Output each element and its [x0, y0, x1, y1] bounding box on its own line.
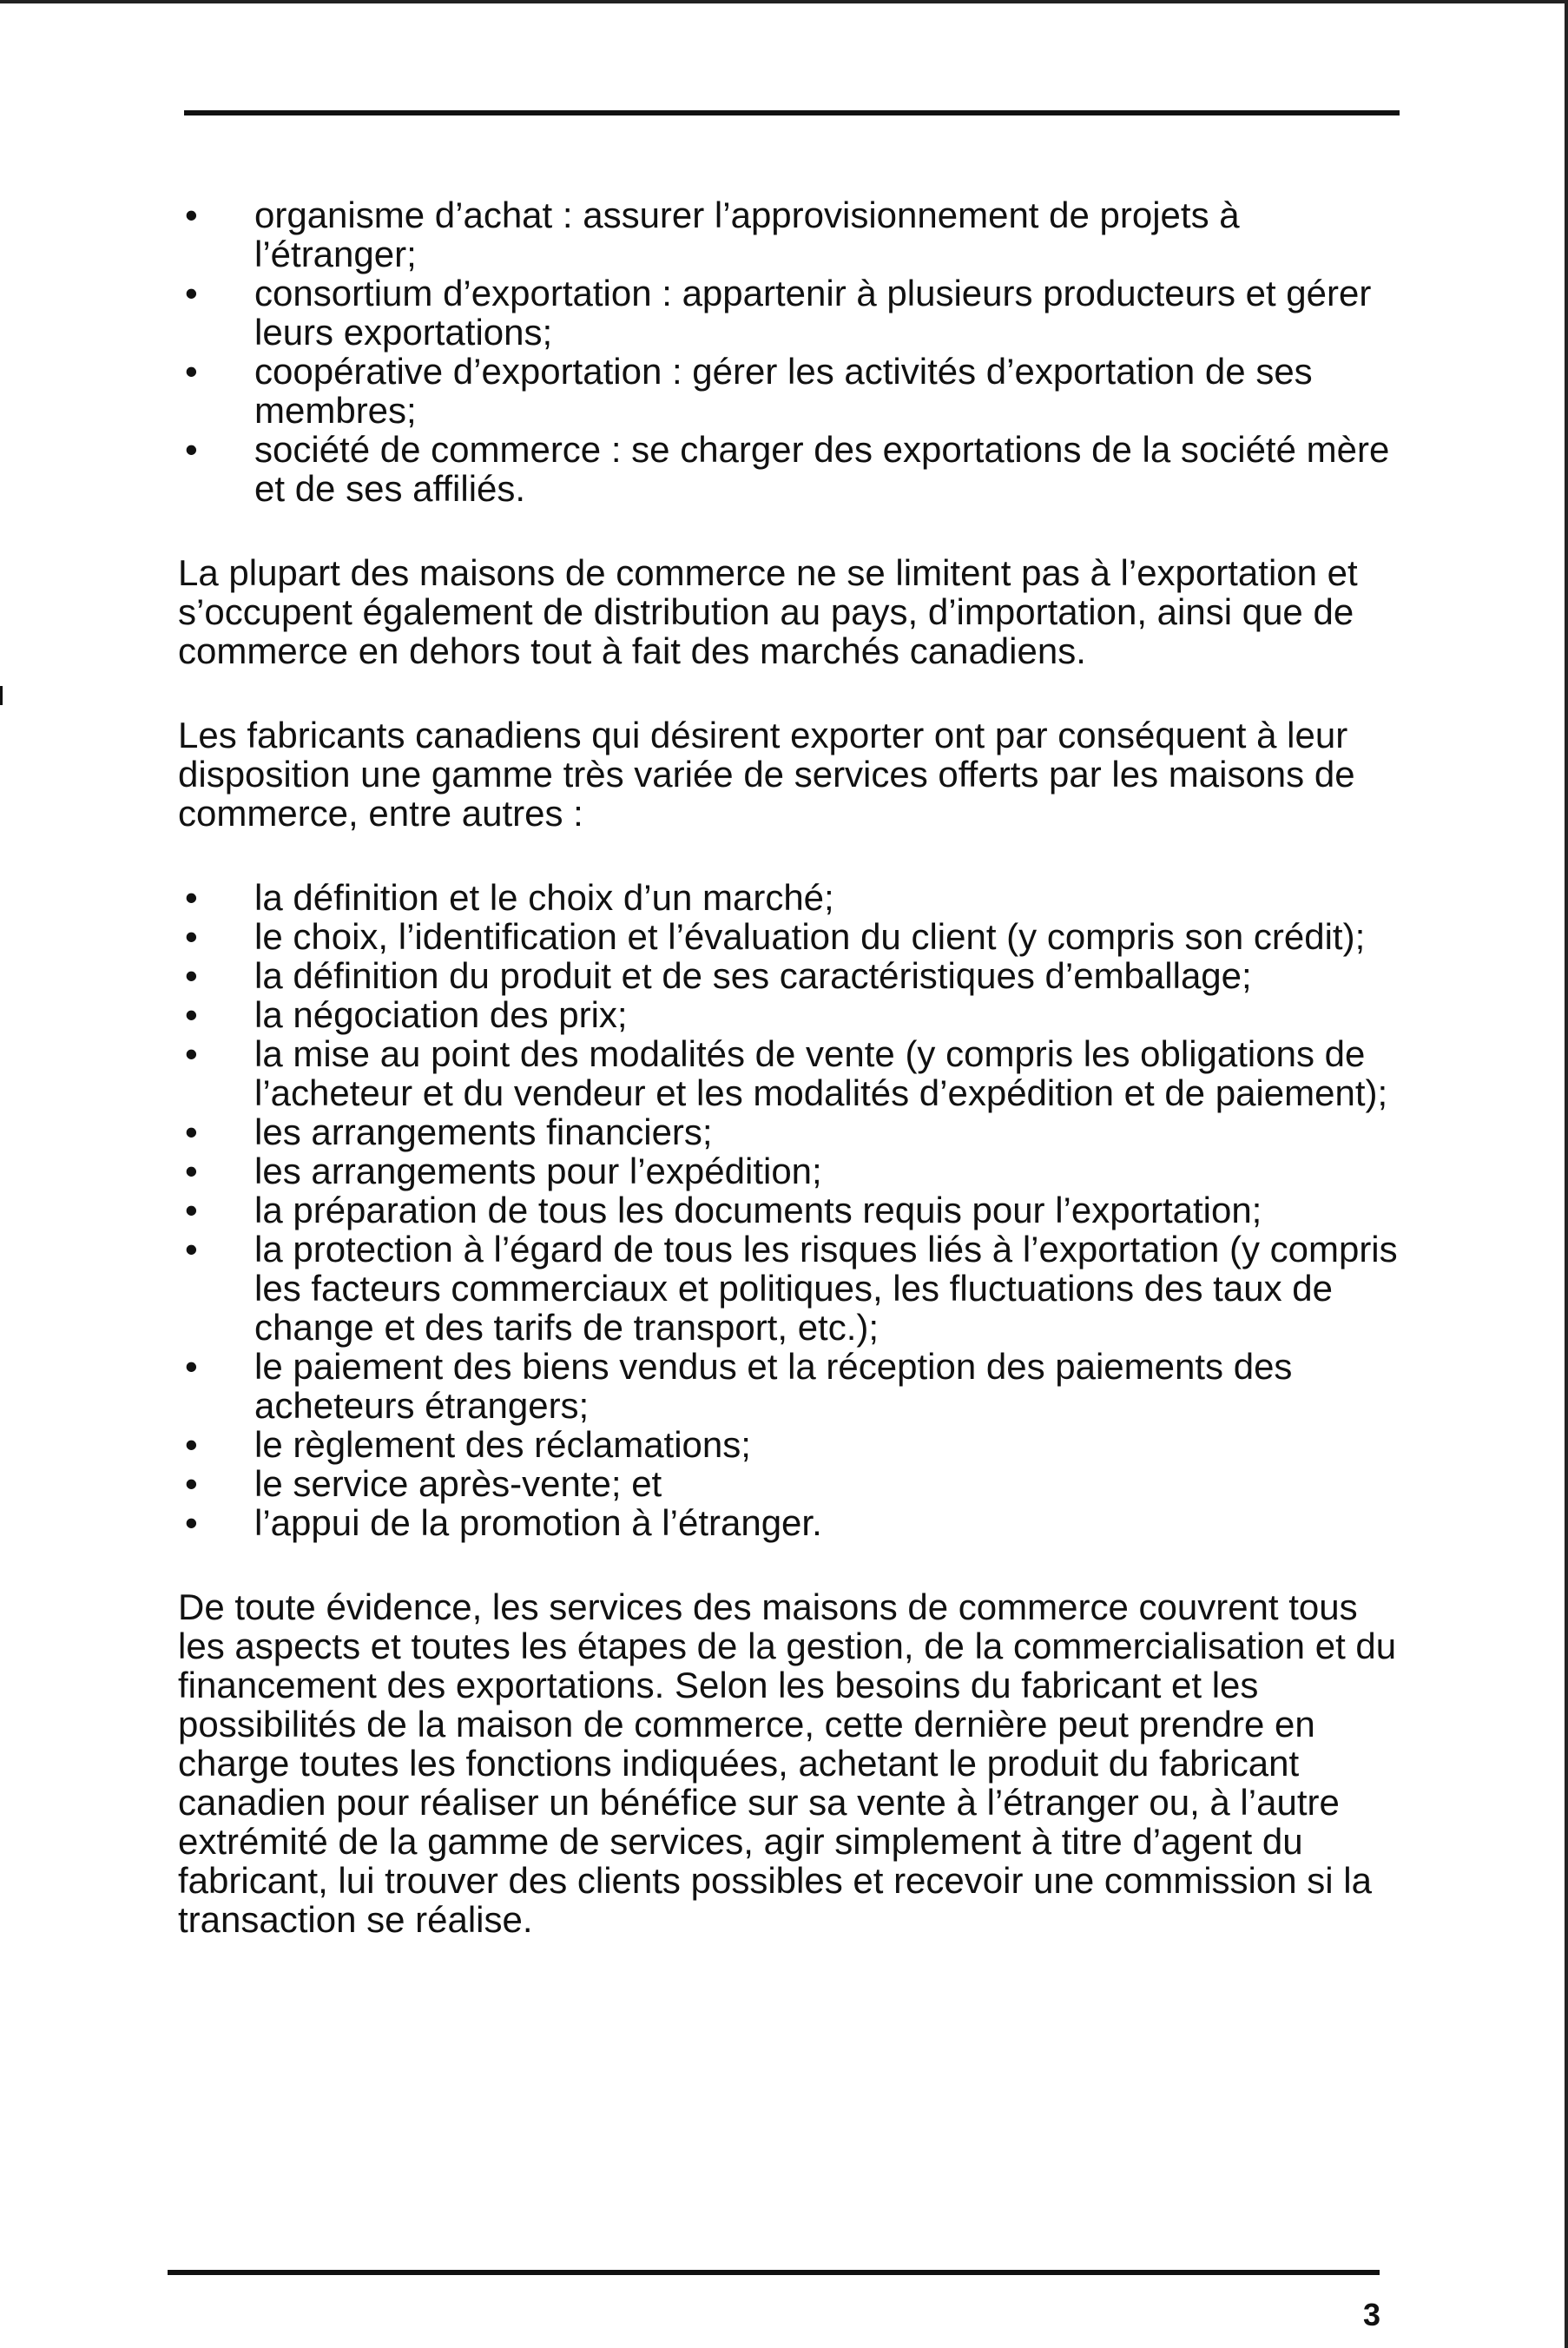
list-item	[178, 195, 1411, 274]
bullet-icon: •	[185, 1463, 198, 1504]
list-item-text: le paiement des biens vendus et la réception des paiements des acheteurs étrangers;	[254, 1346, 1293, 1426]
bullet-icon: •	[185, 955, 198, 996]
list-item	[178, 1425, 1411, 1464]
bullet-icon: •	[185, 1033, 198, 1074]
bullet-icon: •	[185, 195, 198, 235]
bullet-icon: •	[185, 273, 198, 313]
list-item-text: l’appui de la promotion à l’étranger.	[254, 1502, 822, 1543]
list-item-text: le choix, l’identification et l’évaluation du client (y compris son crédit);	[254, 916, 1366, 957]
bullet-icon: •	[185, 429, 198, 470]
list-item	[178, 1112, 1411, 1151]
list-item	[178, 352, 1411, 430]
bullet-icon: •	[185, 877, 198, 918]
paragraph: La plupart des maisons de commerce ne se limitent pas à l’exportation et s’occupent également de distribution au pays, d’importation, ainsi que de commerce en dehors tout à fait des marchés canadiens.	[178, 552, 1358, 671]
page-border-right	[1565, 0, 1568, 2348]
trade-house-types-list	[178, 195, 1411, 508]
page-border-top	[0, 0, 1568, 3]
spacer	[178, 1542, 1411, 1587]
list-item-text: société de commerce : se charger des exportations de la société mère et de ses affiliés.	[254, 429, 1390, 509]
list-item	[178, 1347, 1411, 1425]
list-item	[178, 1151, 1411, 1190]
paragraph: Les fabricants canadiens qui désirent exporter ont par conséquent à leur disposition une gamme très variée de services offerts par les maisons de commerce, entre autres :	[178, 715, 1355, 834]
list-item-text: la négociation des prix;	[254, 994, 628, 1035]
spacer	[178, 670, 1411, 716]
bullet-icon: •	[185, 351, 198, 392]
list-item-text: les arrangements financiers;	[254, 1111, 713, 1152]
scan-edge-mark	[0, 686, 3, 705]
bullet-icon: •	[185, 1502, 198, 1543]
list-item	[178, 878, 1411, 917]
list-item-text: la définition et le choix d’un marché;	[254, 877, 834, 918]
list-item	[178, 917, 1411, 956]
list-item-text: la protection à l’égard de tous les risques liés à l’exportation (y compris les facteurs commerciaux et politiques, les fluctuations des taux de change et des tarifs de transport, etc.);	[254, 1229, 1398, 1348]
bullet-icon: •	[185, 1346, 198, 1387]
bullet-icon: •	[185, 916, 198, 957]
list-item	[178, 1190, 1411, 1230]
bullet-icon: •	[185, 994, 198, 1035]
list-item	[178, 1464, 1411, 1503]
list-item-text: la mise au point des modalités de vente (y compris les obligations de l’acheteur et du vendeur et les modalités d’expédition et de paiement);	[254, 1033, 1388, 1113]
bullet-icon: •	[185, 1190, 198, 1230]
bullet-icon: •	[185, 1229, 198, 1270]
footer-rule	[168, 2270, 1380, 2275]
list-item	[178, 274, 1411, 352]
list-item	[178, 430, 1411, 508]
bullet-icon: •	[185, 1424, 198, 1465]
list-item-text: coopérative d’exportation : gérer les activités d’exportation de ses membres;	[254, 351, 1313, 431]
list-item-text: le service après-vente; et	[254, 1463, 662, 1504]
list-item-text: la préparation de tous les documents requis pour l’exportation;	[254, 1190, 1262, 1230]
list-item-text: consortium d’exportation : appartenir à plusieurs producteurs et gérer leurs exportations;	[254, 273, 1372, 353]
list-item	[178, 956, 1411, 995]
list-item-text: la définition du produit et de ses caractéristiques d’emballage;	[254, 955, 1252, 996]
list-item	[178, 1503, 1411, 1542]
list-item	[178, 1230, 1411, 1347]
list-item-text: les arrangements pour l’expédition;	[254, 1151, 822, 1191]
page-number: 3	[1363, 2297, 1381, 2332]
list-item-text: organisme d’achat : assurer l’approvisionnement de projets à l’étranger;	[254, 195, 1240, 274]
bullet-icon: •	[185, 1111, 198, 1152]
spacer	[178, 833, 1411, 878]
list-item-text: le règlement des réclamations;	[254, 1424, 751, 1465]
page-body	[178, 195, 1411, 1939]
header-rule	[184, 110, 1400, 115]
bullet-icon: •	[185, 1151, 198, 1191]
list-item	[178, 995, 1411, 1034]
services-list	[178, 878, 1411, 1542]
list-item	[178, 1034, 1411, 1112]
paragraph: De toute évidence, les services des maisons de commerce couvrent tous les aspects et toutes les étapes de la gestion, de la commercialisation et du financement des exportations. Selon les besoins du fabricant et les possibilités de la maison de commerce, cette dernière peut prendre en charge toutes les fonctions indiquées, achetant le produit du fabricant canadien pour réaliser un bénéfice sur sa vente à l’étranger ou, à l’autre extrémité de la gamme de services, agir simplement à titre d’agent du fabricant, lui trouver des clients possibles et recevoir une commission si la transaction se réalise.	[178, 1586, 1397, 1940]
spacer	[178, 508, 1411, 553]
